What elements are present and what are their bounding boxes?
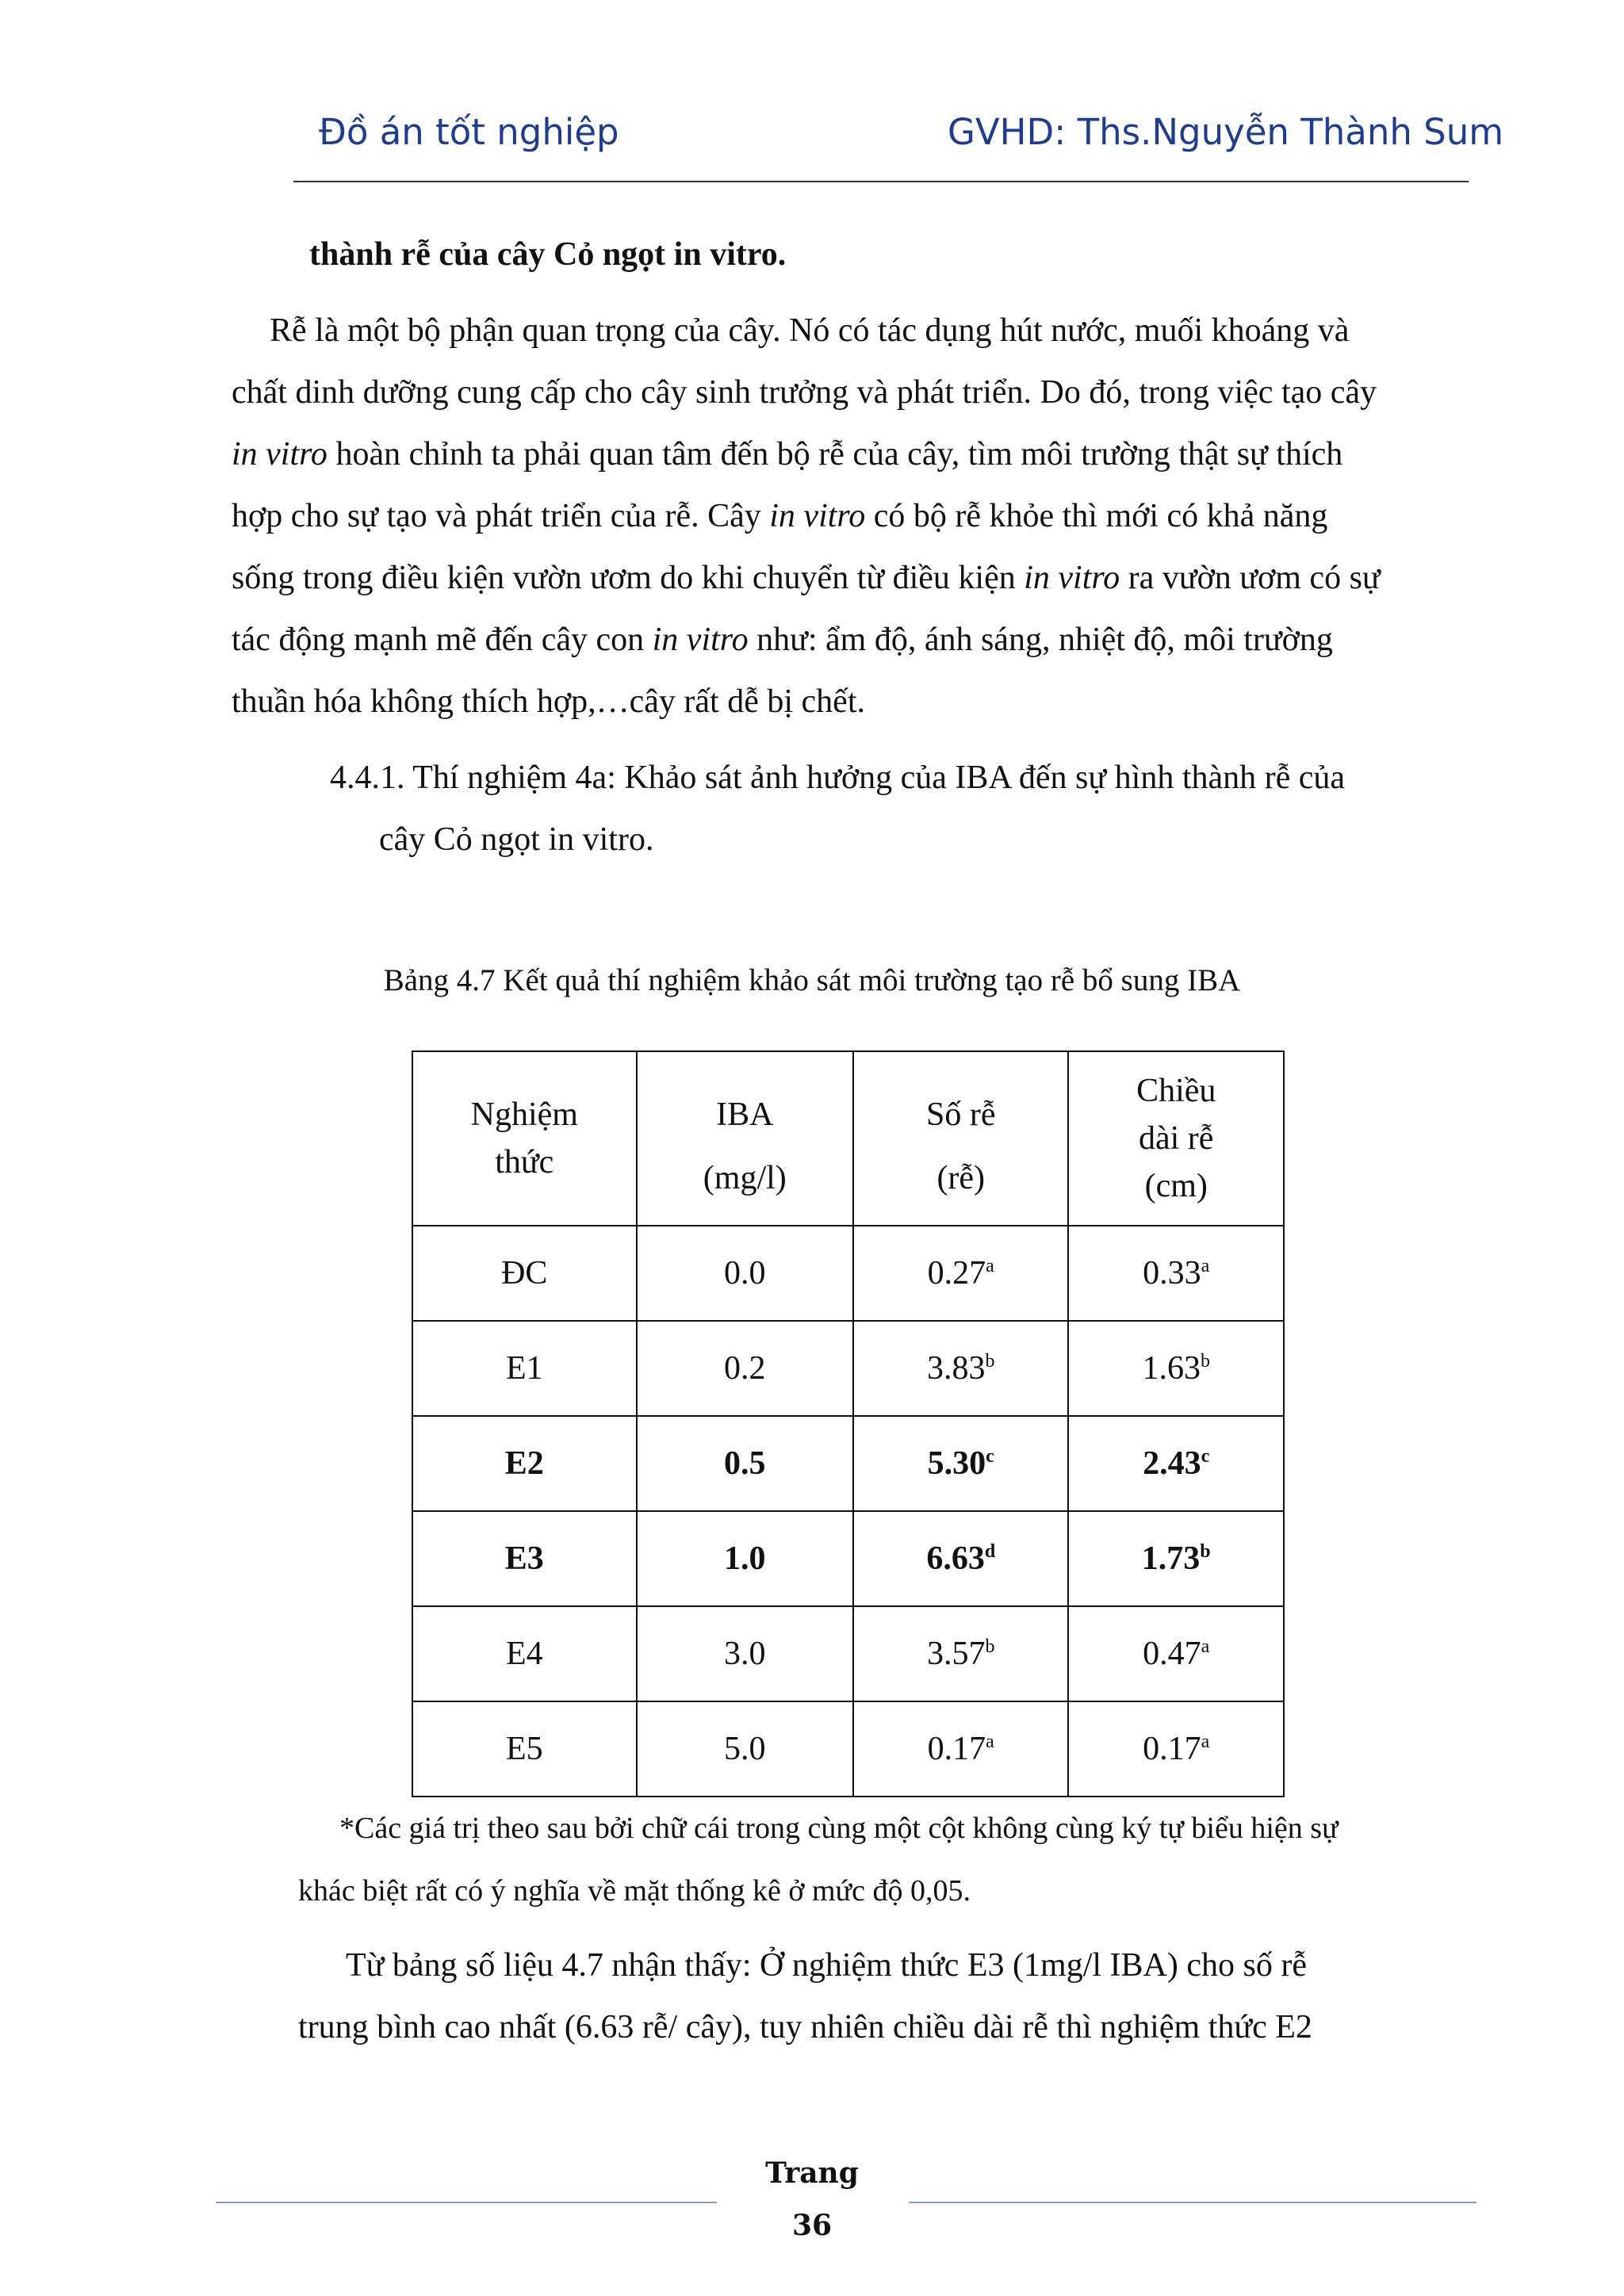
cell-iba: 0.2 [637,1321,853,1416]
paragraph-line-4 [232,485,1327,547]
table-row [412,1511,1284,1606]
cell-root-count: 5.30$^c$ [853,1416,1068,1511]
paragraph-text: tác động mạnh mẽ đến cây con [232,622,653,658]
footer-page-number: 36 [791,2209,833,2242]
cell-root-length: 1.73$^b$ [1068,1511,1284,1606]
paragraph-text: hoàn chỉnh ta phải quan tâm đến bộ rễ của cây, tìm môi trường thật sự thích [327,436,1343,473]
col-header-treatment: Nghiệm thức [412,1051,637,1226]
table-row [412,1226,1284,1321]
significance-letter: b [985,1351,995,1372]
table-note-line-2: khác biệt rất có ý nghĩa về mặt thống kê ở mức độ 0,05. [298,1874,971,1908]
table-row [412,1606,1284,1701]
significance-letter: c [1201,1446,1210,1467]
cell-iba: 1.0 [637,1511,853,1606]
significance-letter: a [1201,1256,1210,1276]
heading-continuation: thành rễ của cây Cỏ ngọt in vitro. [309,236,787,273]
cell-iba: 3.0 [637,1606,853,1701]
cell-treatment: E3 [412,1511,637,1606]
table-header-row [412,1051,1284,1226]
footer-divider-left [216,2202,717,2203]
discussion-line-2: trung bình cao nhất (6.63 rễ/ cây), tuy nhiên chiều dài rễ thì nghiệm thức E2 [298,2009,1312,2045]
significance-letter: a [1201,1732,1210,1752]
italic-term: in vitro [769,498,866,534]
section-heading [330,747,1345,809]
paragraph-text: có bộ rễ khỏe thì mới có khả năng [865,498,1328,534]
section-title: Thí nghiệm 4a: Khảo sát ảnh hưởng của IBA đến sự hình thành rễ của [412,760,1346,796]
cell-iba: 0.5 [637,1416,853,1511]
results-table [412,1050,1285,1797]
paragraph-text: sống trong điều kiện vườn ươm do khi chuyển từ điều kiện [232,560,1025,596]
paragraph-line-3 [232,423,1342,485]
footer-page-label: Trang [765,2156,859,2190]
header-divider [293,181,1469,182]
cell-treatment: E2 [412,1416,637,1511]
cell-root-count: 3.83$^b$ [853,1321,1068,1416]
cell-root-length: 0.33$^a$ [1068,1226,1284,1321]
paragraph-line-7: thuần hóa không thích hợp,…cây rất dễ bị chết. [232,683,865,720]
cell-root-length: 0.47$^a$ [1068,1606,1284,1701]
cell-iba: 5.0 [637,1701,853,1797]
table-caption: Bảng 4.7 Kết quả thí nghiệm khảo sát môi trường tạo rễ bổ sung IBA [383,963,1241,997]
header-advisor: GVHD: Ths.Nguyễn Thành Sum [948,111,1504,153]
paragraph-text: ra vườn ươm có sự [1120,560,1381,596]
paragraph-text: hợp cho sự tạo và phát triển của rễ. Cây [232,498,770,534]
significance-letter: b [1200,1541,1211,1562]
paragraph-line-5 [232,547,1381,609]
significance-letter: a [986,1256,994,1276]
italic-term: in vitro [652,622,749,658]
significance-letter: a [986,1732,994,1752]
cell-root-length: 2.43$^c$ [1068,1416,1284,1511]
cell-root-count: 3.57$^b$ [853,1606,1068,1701]
cell-treatment: E4 [412,1606,637,1701]
table-note-line-1: *Các giá trị theo sau bởi chữ cái trong cùng một cột không cùng ký tự biểu hiện sự [339,1812,1339,1845]
paragraph-text: như: ẩm độ, ánh sáng, nhiệt độ, môi trường [748,622,1333,658]
cell-treatment: E1 [412,1321,637,1416]
significance-letter: a [1201,1636,1210,1657]
paragraph-line-2: chất dinh dưỡng cung cấp cho cây sinh trưởng và phát triển. Do đó, trong việc tạo cây [232,374,1377,411]
italic-term: in vitro [232,436,327,473]
footer-divider-right [909,2202,1477,2203]
table-row [412,1701,1284,1797]
cell-root-length: 0.17$^a$ [1068,1701,1284,1797]
cell-iba: 0.0 [637,1226,853,1321]
cell-treatment: E5 [412,1701,637,1797]
paragraph-line-6 [232,609,1333,671]
cell-treatment: ĐC [412,1226,637,1321]
col-header-iba: IBA (mg/l) [637,1051,853,1226]
section-heading-line-2: cây Cỏ ngọt in vitro. [379,821,654,858]
significance-letter: b [1200,1351,1210,1372]
paragraph-line-1: Rễ là một bộ phận quan trọng của cây. Nó có tác dụng hút nước, muối khoáng và [270,312,1350,349]
italic-term: in vitro [1024,560,1120,596]
table-row [412,1321,1284,1416]
cell-root-count: 0.27$^a$ [853,1226,1068,1321]
col-header-root-length: Chiều dài rễ (cm) [1068,1051,1284,1226]
col-header-root-count: Số rễ (rễ) [853,1051,1068,1226]
section-number: 4.4.1. [330,760,405,796]
cell-root-count: 6.63$^d$ [853,1511,1068,1606]
significance-letter: c [986,1446,994,1467]
significance-letter: d [984,1541,996,1562]
discussion-line-1: Từ bảng số liệu 4.7 nhận thấy: Ở nghiệm thức E3 (1mg/l IBA) cho số rễ [346,1947,1307,1984]
significance-letter: b [985,1636,995,1657]
table-body [412,1226,1284,1797]
cell-root-length: 1.63$^b$ [1068,1321,1284,1416]
header-title: Đồ án tốt nghiệp [319,111,619,153]
table-row [412,1416,1284,1511]
cell-root-count: 0.17$^a$ [853,1701,1068,1797]
